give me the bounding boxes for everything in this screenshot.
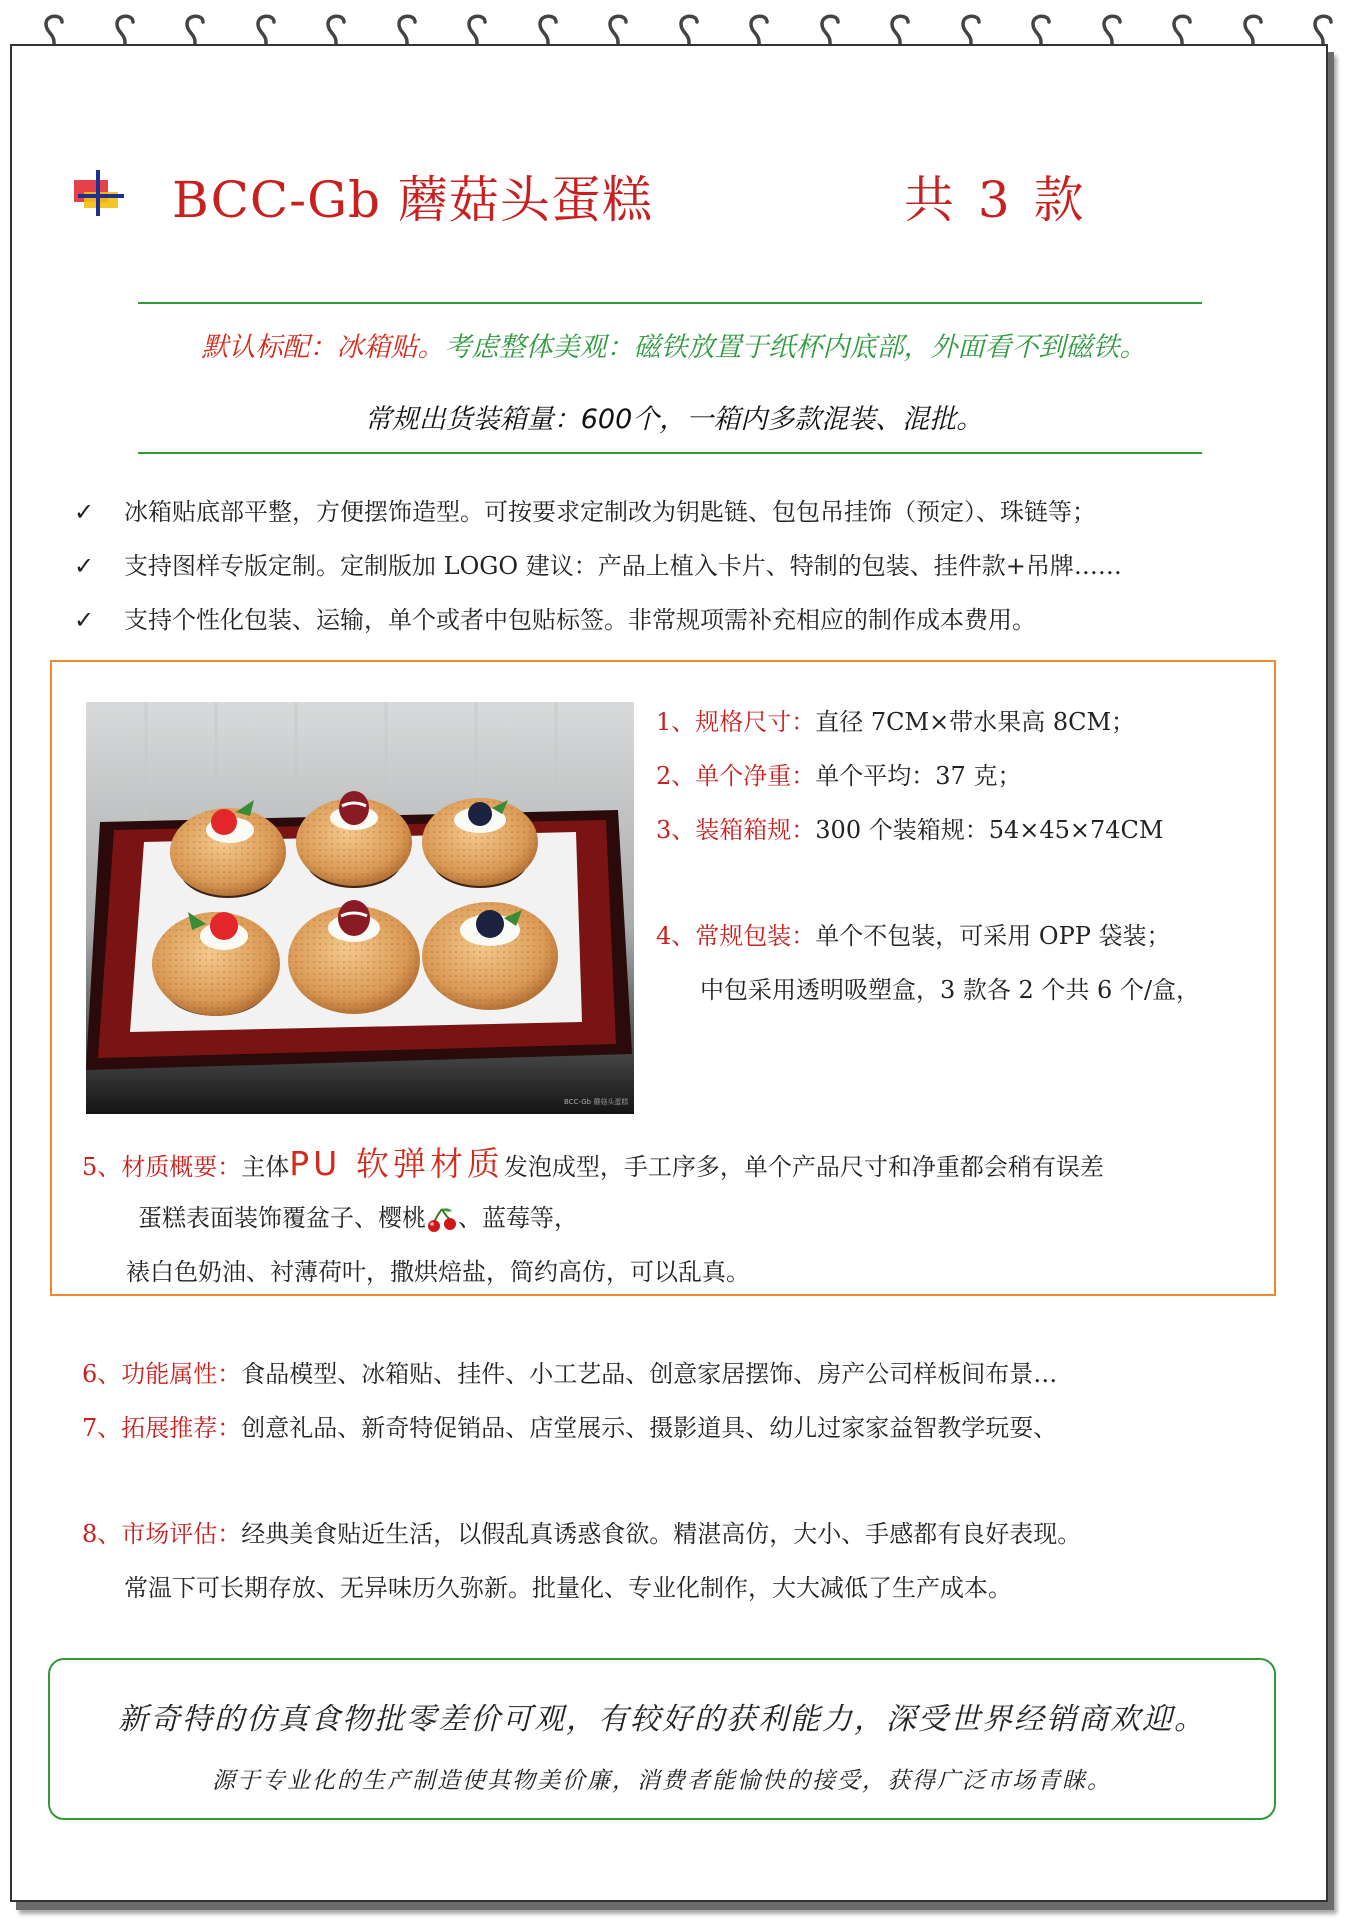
material-decor-a: 蛋糕表面装饰覆盆子、樱桃	[138, 1204, 426, 1232]
magnet-note: 考虑整体美观：磁铁放置于纸杯内底部，外面看不到磁铁。	[444, 332, 1147, 363]
function-attributes	[82, 1354, 1057, 1389]
spec-label: 1、规格尺寸：	[656, 708, 816, 736]
material-decor	[138, 1198, 578, 1233]
material-cream: 裱白色奶油、衬薄荷叶，撒烘焙盐，简约高仿，可以乱真。	[126, 1258, 750, 1286]
material-label: 5、材质概要：	[82, 1153, 242, 1181]
list-item	[74, 546, 1274, 600]
spec-packaging-detail: 中包采用透明吸塑盒，3 款各 2 个共 6 个/盒，	[700, 976, 1201, 1004]
market-label: 8、市场评估：	[82, 1520, 242, 1548]
extend-label: 7、拓展推荐：	[82, 1414, 242, 1442]
list-item	[74, 492, 1274, 546]
promo-headline: 新奇特的仿真食物批零差价可观，有较好的获利能力，深受世界经销商欢迎。	[118, 1702, 1206, 1737]
material-summary	[82, 1138, 1104, 1185]
spec-label: 2、单个净重：	[656, 762, 816, 790]
page-title: BCC-Gb 蘑菇头蛋糕	[172, 171, 653, 229]
spec-weight	[656, 756, 1021, 791]
material-decor-b: 、蓝莓等，	[458, 1204, 578, 1232]
spec-value: 直径 7CM×带水果高 8CM；	[815, 708, 1136, 736]
list-item-text: 支持个性化包装、运输，单个或者中包贴标签。非常规项需补充相应的制作成本费用。	[124, 606, 1036, 634]
extend-value: 创意礼品、新奇特促销品、店堂展示、摄影道具、幼儿过家家益智教学玩耍、	[241, 1414, 1058, 1442]
material-post: 发泡成型，手工序多，单个产品尺寸和净重都会稍有误差	[503, 1153, 1104, 1181]
spec-packaging	[656, 916, 1171, 951]
divider-bottom	[138, 452, 1202, 454]
spec-box	[50, 660, 1276, 1296]
shipping-note: 常规出货装箱量：600个，一箱内多款混装、混批。	[364, 404, 984, 435]
cherry-icon	[426, 1207, 458, 1233]
default-config-note	[0, 325, 1348, 364]
spec-carton	[656, 810, 1164, 845]
spec-label: 4、常规包装：	[656, 922, 816, 950]
feature-checklist	[74, 492, 1274, 654]
spec-label: 3、装箱箱规：	[656, 816, 816, 844]
extended-uses	[82, 1408, 1057, 1443]
promo-box	[48, 1658, 1276, 1820]
spec-value: 单个平均：37 克；	[815, 762, 1022, 790]
spec-value: 300 个装箱规：54×45×74CM	[815, 816, 1164, 844]
style-count: 共 3 款	[904, 171, 1088, 229]
list-item-text: 支持图样专版定制。定制版加 LOGO 建议：产品上植入卡片、特制的包装、挂件款+吊牌……	[124, 552, 1122, 580]
market-value: 经典美食贴近生活，以假乱真诱惑食欲。精湛高仿，大小、手感都有良好表现。	[241, 1520, 1082, 1548]
list-item-text: 冰箱贴底部平整，方便摆饰造型。可按要求定制改为钥匙链、包包吊挂饰（预定）、珠链等；	[124, 498, 1096, 526]
function-value: 食品模型、冰箱贴、挂件、小工艺品、创意家居摆饰、房产公司样板间布景…	[241, 1360, 1058, 1388]
checkmark-icon: ✓	[74, 606, 95, 634]
checkmark-icon: ✓	[74, 552, 95, 580]
list-item	[74, 600, 1274, 654]
spec-value: 单个不包装，可采用 OPP 袋装；	[815, 922, 1171, 950]
title-row	[74, 160, 1254, 230]
promo-subline: 源于专业化的生产制造使其物美价廉，消费者能愉快的接受，获得广泛市场青睐。	[212, 1768, 1112, 1794]
cross-bullet-icon	[74, 170, 124, 216]
material-pre: 主体	[241, 1153, 290, 1181]
product-photo	[86, 702, 634, 1114]
market-evaluation-2: 常温下可长期存放、无异味历久弥新。批量化、专业化制作，大大减低了生产成本。	[124, 1574, 1012, 1602]
photo-watermark: BCC-Gb 蘑菇头蛋糕	[564, 1098, 629, 1106]
divider-top	[138, 302, 1202, 304]
default-label: 默认标配：冰箱贴。	[201, 332, 445, 363]
material-highlight: PU 软弹材质	[289, 1144, 504, 1183]
spec-size	[656, 702, 1135, 737]
function-label: 6、功能属性：	[82, 1360, 242, 1388]
market-evaluation	[82, 1514, 1081, 1549]
checkmark-icon: ✓	[74, 498, 95, 526]
